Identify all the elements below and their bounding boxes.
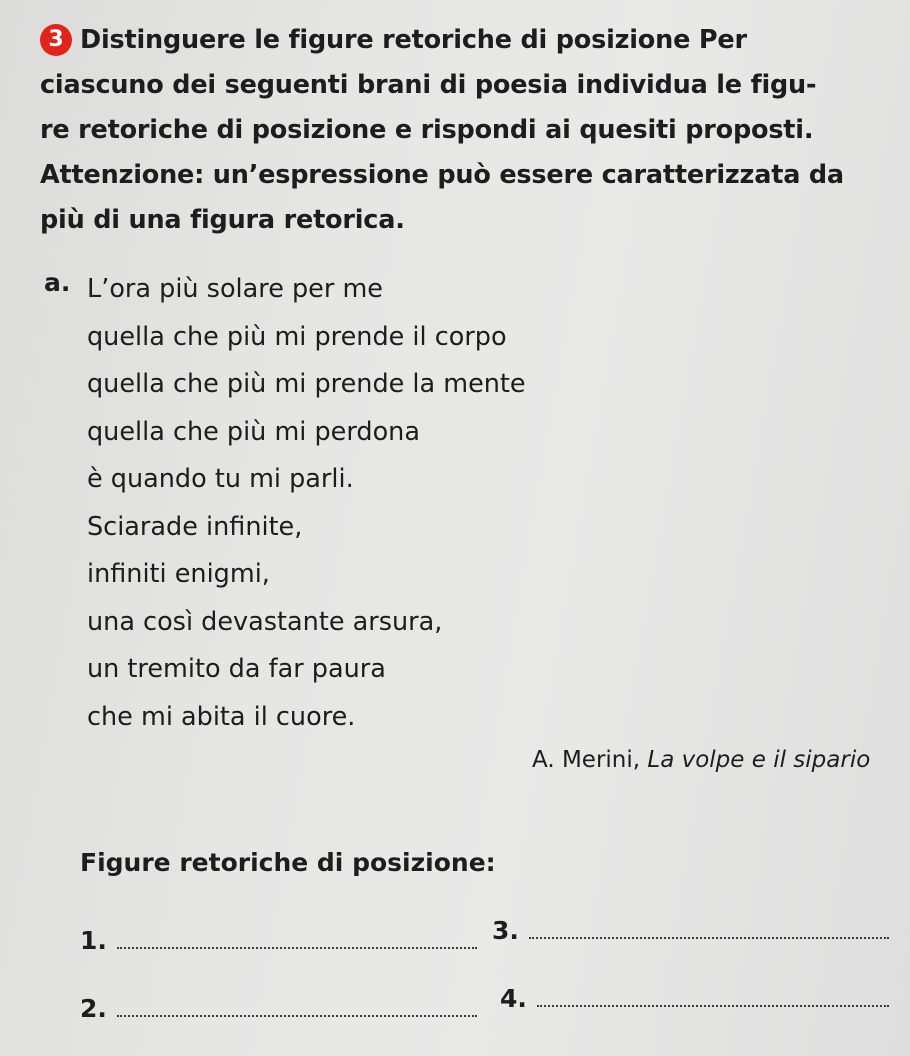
poem-book-title: La volpe e il sipario <box>647 747 871 773</box>
exercise-instructions <box>40 18 870 243</box>
poem-verse: Sciarade infinite, <box>87 511 303 542</box>
instruction-line-2: ciascuno dei seguenti brani di poesia individua le figu- <box>40 70 817 100</box>
answer-number: 4. <box>500 984 527 1013</box>
answer-number: 2. <box>80 994 107 1023</box>
poem-letter: a. <box>44 268 71 297</box>
answer-number: 1. <box>80 926 107 955</box>
poem-verse: infiniti enigmi, <box>87 559 270 589</box>
instruction-line-5: più di una figura retorica. <box>40 205 405 235</box>
exercise-title: Distinguere le figure retoriche di posizione <box>80 25 691 55</box>
instruction-text: Per <box>698 25 747 55</box>
answer-blank[interactable] <box>537 1004 889 1007</box>
poem-verse: è quando tu mi parli. <box>87 464 354 494</box>
poem-verse: quella che più mi prende la mente <box>87 369 526 399</box>
poem-verse: un tremito da far paura <box>87 654 386 684</box>
poem-author: A. Merini, <box>532 747 641 773</box>
poem <box>87 266 526 741</box>
answer-line-1[interactable] <box>80 926 477 955</box>
instruction-line-4: Attenzione: un’espressione può essere caratterizzata da <box>40 160 844 190</box>
exercise-number-badge: 3 <box>40 24 72 56</box>
instruction-line-1 <box>40 18 870 63</box>
figures-heading: Figure retoriche di posizione: <box>80 848 496 877</box>
poem-attribution <box>532 747 870 773</box>
poem-verse: che mi abita il cuore. <box>87 701 356 732</box>
answer-line-2[interactable] <box>80 994 477 1023</box>
poem-verse: quella che più mi perdona <box>87 416 420 447</box>
answer-line-3[interactable] <box>492 916 889 945</box>
poem-verse: quella che più mi prende il corpo <box>87 321 507 352</box>
poem-verse: una così devastante arsura, <box>87 606 443 637</box>
answer-line-4[interactable] <box>500 984 889 1013</box>
answer-blank[interactable] <box>117 946 477 949</box>
poem-verse: L’ora più solare per me <box>87 274 383 304</box>
instruction-line-3: re retoriche di posizione e rispondi ai quesiti proposti. <box>40 115 814 145</box>
answer-blank[interactable] <box>117 1014 477 1017</box>
answer-number: 3. <box>492 916 519 945</box>
answer-blank[interactable] <box>529 936 889 939</box>
